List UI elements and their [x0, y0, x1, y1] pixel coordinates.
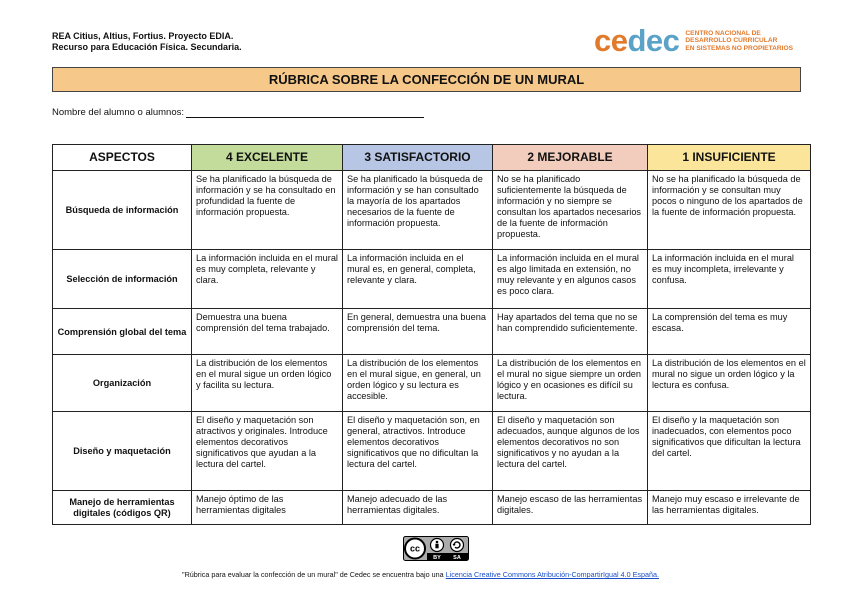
header-mejorable: 2 MEJORABLE	[493, 145, 648, 171]
header-project-line: REA Citius, Altius, Fortius. Proyecto EDIA.	[52, 31, 234, 41]
criteria-cell: La información incluida en el mural es algo limitada en extensión, no muy relevante y en algunos casos es poco clara.	[493, 250, 648, 309]
logo-word-part1: ce	[594, 23, 628, 58]
criteria-cell: El diseño y la maquetación son inadecuados, con elementos poco significativos que dificultan la lectura del cartel.	[648, 412, 811, 491]
header-satisfactorio: 3 SATISFACTORIO	[343, 145, 493, 171]
logo-subtitle-line2: DESARROLLO CURRICULAR	[685, 37, 778, 45]
header-insuficiente: 1 INSUFICIENTE	[648, 145, 811, 171]
student-name-label: Nombre del alumno o alumnos:	[52, 107, 185, 118]
logo-subtitle-line3: EN SISTEMAS NO PROPIETARIOS	[685, 44, 793, 52]
document-header	[52, 31, 242, 53]
logo-wordmark	[594, 23, 680, 58]
aspect-cell: Selección de información	[53, 250, 192, 309]
criteria-cell: La distribución de los elementos en el mural no sigue un orden lógico y la lectura es confusa.	[648, 355, 811, 412]
criteria-cell: Se ha planificado la búsqueda de información y se ha consultado en profundidad la fuente de información propuesta.	[192, 171, 343, 250]
criteria-cell: Se ha planificado la búsqueda de información y se han consultado la mayoría de los apartados necesarios de la fuente de información propuesta.	[343, 171, 493, 250]
criteria-cell: Manejo muy escaso e irrelevante de las herramientas digitales.	[648, 491, 811, 525]
table-row	[53, 309, 811, 355]
table-row	[53, 250, 811, 309]
logo-subtitle	[685, 30, 793, 52]
aspect-cell: Búsqueda de información	[53, 171, 192, 250]
cc-by-sa-badge	[403, 536, 469, 561]
student-name-field	[52, 107, 424, 118]
rubric-table	[52, 144, 811, 525]
table-row	[53, 355, 811, 412]
by-label: BY	[433, 555, 441, 561]
criteria-cell: El diseño y maquetación son, en general, atractivos. Introduce elementos decorativos significativos que no dificultan la lectura del cartel.	[343, 412, 493, 491]
criteria-cell: La distribución de los elementos en el mural sigue un orden lógico y facilita su lectura.	[192, 355, 343, 412]
criteria-cell: Manejo escaso de las herramientas digitales.	[493, 491, 648, 525]
cedec-logo	[594, 23, 793, 58]
logo-subtitle-line1: CENTRO NACIONAL DE	[685, 30, 761, 38]
criteria-cell: En general, demuestra una buena comprensión del tema.	[343, 309, 493, 355]
criteria-cell: La información incluida en el mural es muy completa, relevante y clara.	[192, 250, 343, 309]
header-excelente: 4 EXCELENTE	[192, 145, 343, 171]
table-row	[53, 412, 811, 491]
aspect-cell: Diseño y maquetación	[53, 412, 192, 491]
criteria-cell: La comprensión del tema es muy escasa.	[648, 309, 811, 355]
aspect-cell: Manejo de herramientas digitales (códigos QR)	[53, 491, 192, 525]
criteria-cell: La información incluida en el mural es, en general, completa, relevante y clara.	[343, 250, 493, 309]
cc-logo-icon	[405, 539, 425, 559]
criteria-cell: Manejo adecuado de las herramientas digitales.	[343, 491, 493, 525]
aspect-cell: Organización	[53, 355, 192, 412]
cc-logo-text: cc	[409, 543, 421, 554]
table-row	[53, 171, 811, 250]
criteria-cell: El diseño y maquetación son adecuados, aunque algunos de los elementos decorativos no son significativos y no ayudan a la lectura del cartel.	[493, 412, 648, 491]
criteria-cell: La información incluida en el mural es muy incompleta, irrelevante y confusa.	[648, 250, 811, 309]
criteria-cell: Manejo óptimo de las herramientas digitales	[192, 491, 343, 525]
criteria-cell: Hay apartados del tema que no se han comprendido suficientemente.	[493, 309, 648, 355]
criteria-cell: El diseño y maquetación son atractivos y originales. Introduce elementos decorativos significativos que ayudan a la lectura del cartel.	[192, 412, 343, 491]
criteria-cell: No se ha planificado suficientemente la búsqueda de información y no siempre se consultan los apartados necesarios de la fuente de información propuesta.	[493, 171, 648, 250]
rubric-title: RÚBRICA SOBRE LA CONFECCIÓN DE UN MURAL	[52, 67, 801, 92]
header-aspectos: ASPECTOS	[53, 145, 192, 171]
criteria-cell: Demuestra una buena comprensión del tema trabajado.	[192, 309, 343, 355]
criteria-cell: La distribución de los elementos en el mural no sigue siempre un orden lógico y en ocasiones es difícil su lectura.	[493, 355, 648, 412]
sa-label: SA	[453, 555, 461, 561]
aspect-cell: Comprensión global del tema	[53, 309, 192, 355]
license-text: "Rúbrica para evaluar la confección de un mural" de Cedec se encuentra bajo una	[182, 570, 446, 579]
license-link[interactable]: Licencia Creative Commons Atribución-CompartirIgual 4.0 España.	[445, 570, 659, 579]
criteria-cell: No se ha planificado la búsqueda de información y se consultan muy pocos o ninguno de los apartados de la fuente de información propuesta.	[648, 171, 811, 250]
header-row	[53, 145, 811, 171]
criteria-cell: La distribución de los elementos en el mural sigue, en general, un orden lógico y su lectura es accesible.	[343, 355, 493, 412]
header-resource-line: Recurso para Educación Física. Secundaria.	[52, 42, 242, 52]
table-row	[53, 491, 811, 525]
logo-word-part2: dec	[627, 23, 680, 58]
license-footer	[0, 570, 841, 579]
student-name-blank-line	[186, 107, 424, 118]
